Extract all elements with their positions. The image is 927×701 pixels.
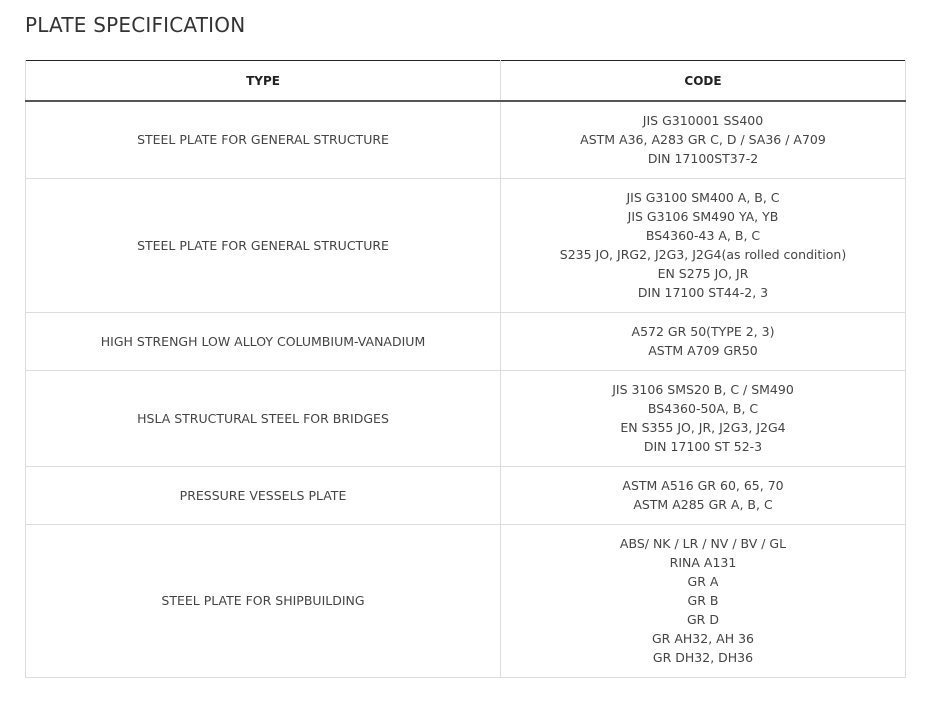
code-line: ASTM A285 GR A, B, C — [633, 497, 773, 512]
table-row — [26, 467, 906, 525]
type-cell: HSLA STRUCTURAL STEEL FOR BRIDGES — [26, 371, 501, 467]
code-line: DIN 17100 ST 52-3 — [643, 439, 763, 454]
plate-specification-table — [25, 60, 906, 678]
code-cell — [501, 313, 906, 371]
code-cell — [501, 179, 906, 313]
code-line: A572 GR 50(TYPE 2, 3) — [631, 324, 775, 339]
code-line: ASTM A36, A283 GR C, D / SA36 / A709 — [580, 132, 826, 147]
code-line: GR D — [687, 612, 719, 627]
code-line: GR AH32, AH 36 — [652, 631, 754, 646]
table-row — [26, 101, 906, 179]
code-line: EN S275 JO, JR — [657, 266, 749, 281]
code-line: GR B — [687, 593, 719, 608]
table-row — [26, 371, 906, 467]
column-header-code: CODE — [501, 61, 906, 102]
code-line: S235 JO, JRG2, J2G3, J2G4(as rolled condition) — [559, 247, 847, 262]
code-line: ASTM A709 GR50 — [648, 343, 758, 358]
code-cell — [501, 525, 906, 678]
column-header-type: TYPE — [26, 61, 501, 102]
table-header-row — [26, 61, 906, 102]
type-cell: HIGH STRENGH LOW ALLOY COLUMBIUM-VANADIUM — [26, 313, 501, 371]
code-line: DIN 17100 ST44-2, 3 — [637, 285, 769, 300]
type-cell: STEEL PLATE FOR SHIPBUILDING — [26, 525, 501, 678]
code-line: ASTM A516 GR 60, 65, 70 — [622, 478, 784, 493]
type-cell: STEEL PLATE FOR GENERAL STRUCTURE — [26, 179, 501, 313]
code-cell — [501, 467, 906, 525]
code-cell — [501, 371, 906, 467]
code-line: JIS 3106 SMS20 B, C / SM490 — [612, 382, 794, 397]
table-row — [26, 525, 906, 678]
table-row — [26, 179, 906, 313]
code-line: GR A — [687, 574, 719, 589]
table-body — [26, 101, 906, 678]
code-line: RINA A131 — [669, 555, 737, 570]
code-line: DIN 17100ST37-2 — [647, 151, 759, 166]
type-cell: STEEL PLATE FOR GENERAL STRUCTURE — [26, 101, 501, 179]
code-line: ABS/ NK / LR / NV / BV / GL — [619, 536, 787, 551]
page-title: PLATE SPECIFICATION — [25, 13, 246, 37]
type-cell: PRESSURE VESSELS PLATE — [26, 467, 501, 525]
code-line: BS4360-43 A, B, C — [645, 228, 761, 243]
table-row — [26, 313, 906, 371]
code-line: EN S355 JO, JR, J2G3, J2G4 — [620, 420, 786, 435]
code-line: GR DH32, DH36 — [652, 650, 754, 665]
code-line: BS4360-50A, B, C — [647, 401, 759, 416]
code-line: JIS G310001 SS400 — [642, 113, 764, 128]
code-line: JIS G3100 SM400 A, B, C — [626, 190, 780, 205]
code-cell — [501, 101, 906, 179]
code-line: JIS G3106 SM490 YA, YB — [627, 209, 779, 224]
